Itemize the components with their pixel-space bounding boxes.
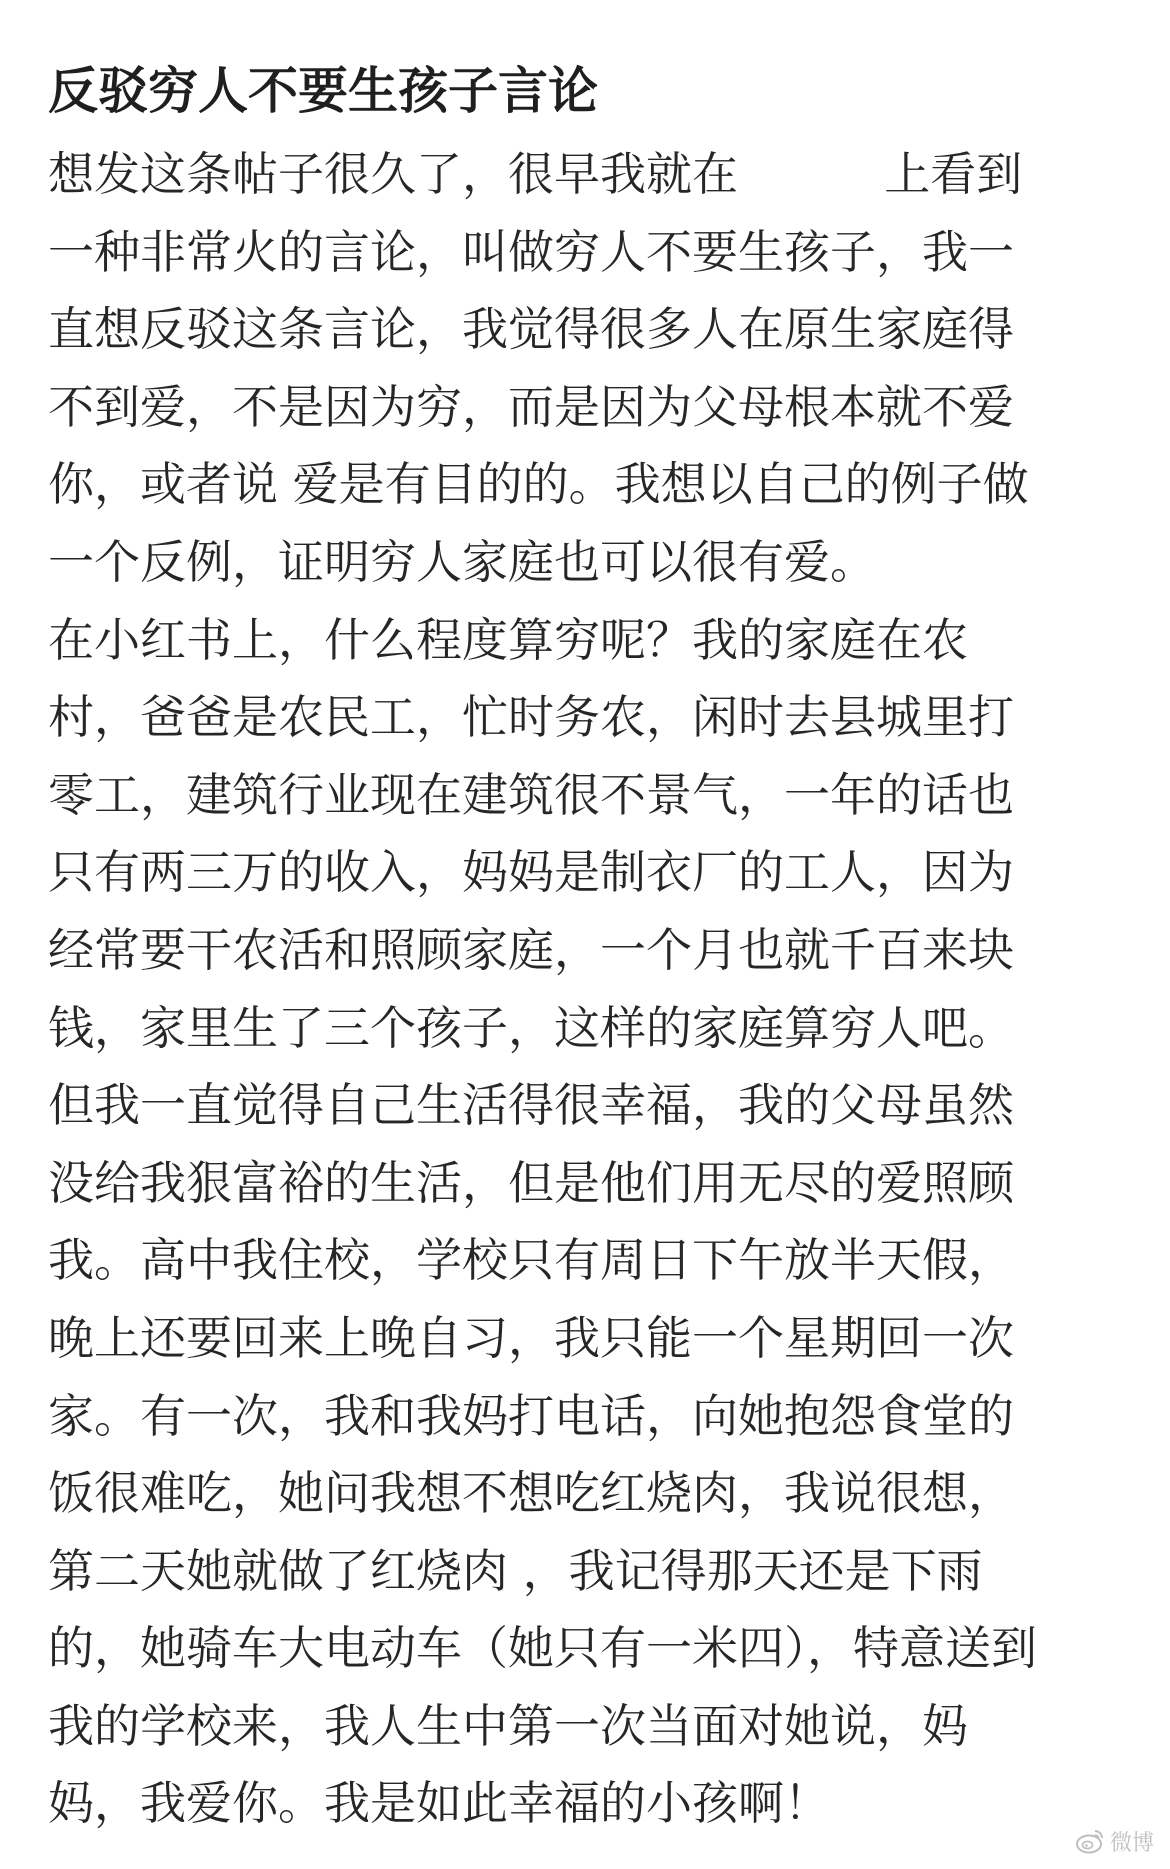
post-body	[48, 136, 1122, 1843]
body-line: 妈，我爱你。我是如此幸福的小孩啊！	[48, 1776, 830, 1831]
body-line: 家。有一次，我和我妈打电话，向她抱怨食堂的	[48, 1388, 1014, 1443]
body-line: 晚上还要回来上晚自习，我只能一个星期回一次	[48, 1310, 1014, 1365]
body-line: 一种非常火的言论，叫做穷人不要生孩子，我一	[48, 224, 1014, 279]
body-line: 我的学校来，我人生中第一次当面对她说，妈	[48, 1698, 968, 1753]
body-line: 饭很难吃，她问我想不想吃红烧肉，我说很想，	[48, 1466, 1014, 1521]
post-content	[48, 54, 1122, 1843]
body-line: 没给我狠富裕的生活，但是他们用无尽的爱照顾	[48, 1155, 1014, 1210]
body-line: 第二天她就做了红烧肉 ，我记得那天还是下雨	[48, 1543, 983, 1598]
body-line: 不到爱，不是因为穷，而是因为父母根本就不爱	[48, 379, 1014, 434]
post-title: 反驳穷人不要生孩子言论	[48, 62, 598, 120]
body-line: 想发这条帖子很久了，很早我就在 上看到	[48, 147, 1023, 201]
body-line: 零工，建筑行业现在建筑很不景气，一年的话也	[48, 767, 1014, 822]
body-line: 直想反驳这条言论，我觉得很多人在原生家庭得	[48, 302, 1014, 357]
body-line: 村，爸爸是农民工，忙时务农，闲时去县城里打	[48, 690, 1014, 745]
body-line: 我。高中我住校，学校只有周日下午放半天假，	[48, 1233, 1014, 1288]
body-line: 一个反例，证明穷人家庭也可以很有爱。	[48, 534, 876, 589]
body-line: 的，她骑车大电动车（她只有一米四），特意送到	[48, 1621, 1037, 1676]
watermark	[1075, 1826, 1154, 1857]
body-line: 在小红书上，什么程度算穷呢？我的家庭在农	[48, 612, 968, 667]
body-line: 经常要干农活和照顾家庭，一个月也就千百来块	[48, 922, 1014, 977]
body-line: 只有两三万的收入，妈妈是制衣厂的工人，因为	[48, 845, 1014, 900]
body-line: 但我一直觉得自己生活得很幸福，我的父母虽然	[48, 1078, 1014, 1133]
weibo-logo-icon	[1075, 1827, 1105, 1857]
body-line: 你，或者说 爱是有目的的。我想以自己的例子做	[48, 457, 1029, 512]
body-line: 钱，家里生了三个孩子，这样的家庭算穷人吧。	[48, 1000, 1014, 1055]
watermark-text: 微博	[1109, 1831, 1154, 1856]
